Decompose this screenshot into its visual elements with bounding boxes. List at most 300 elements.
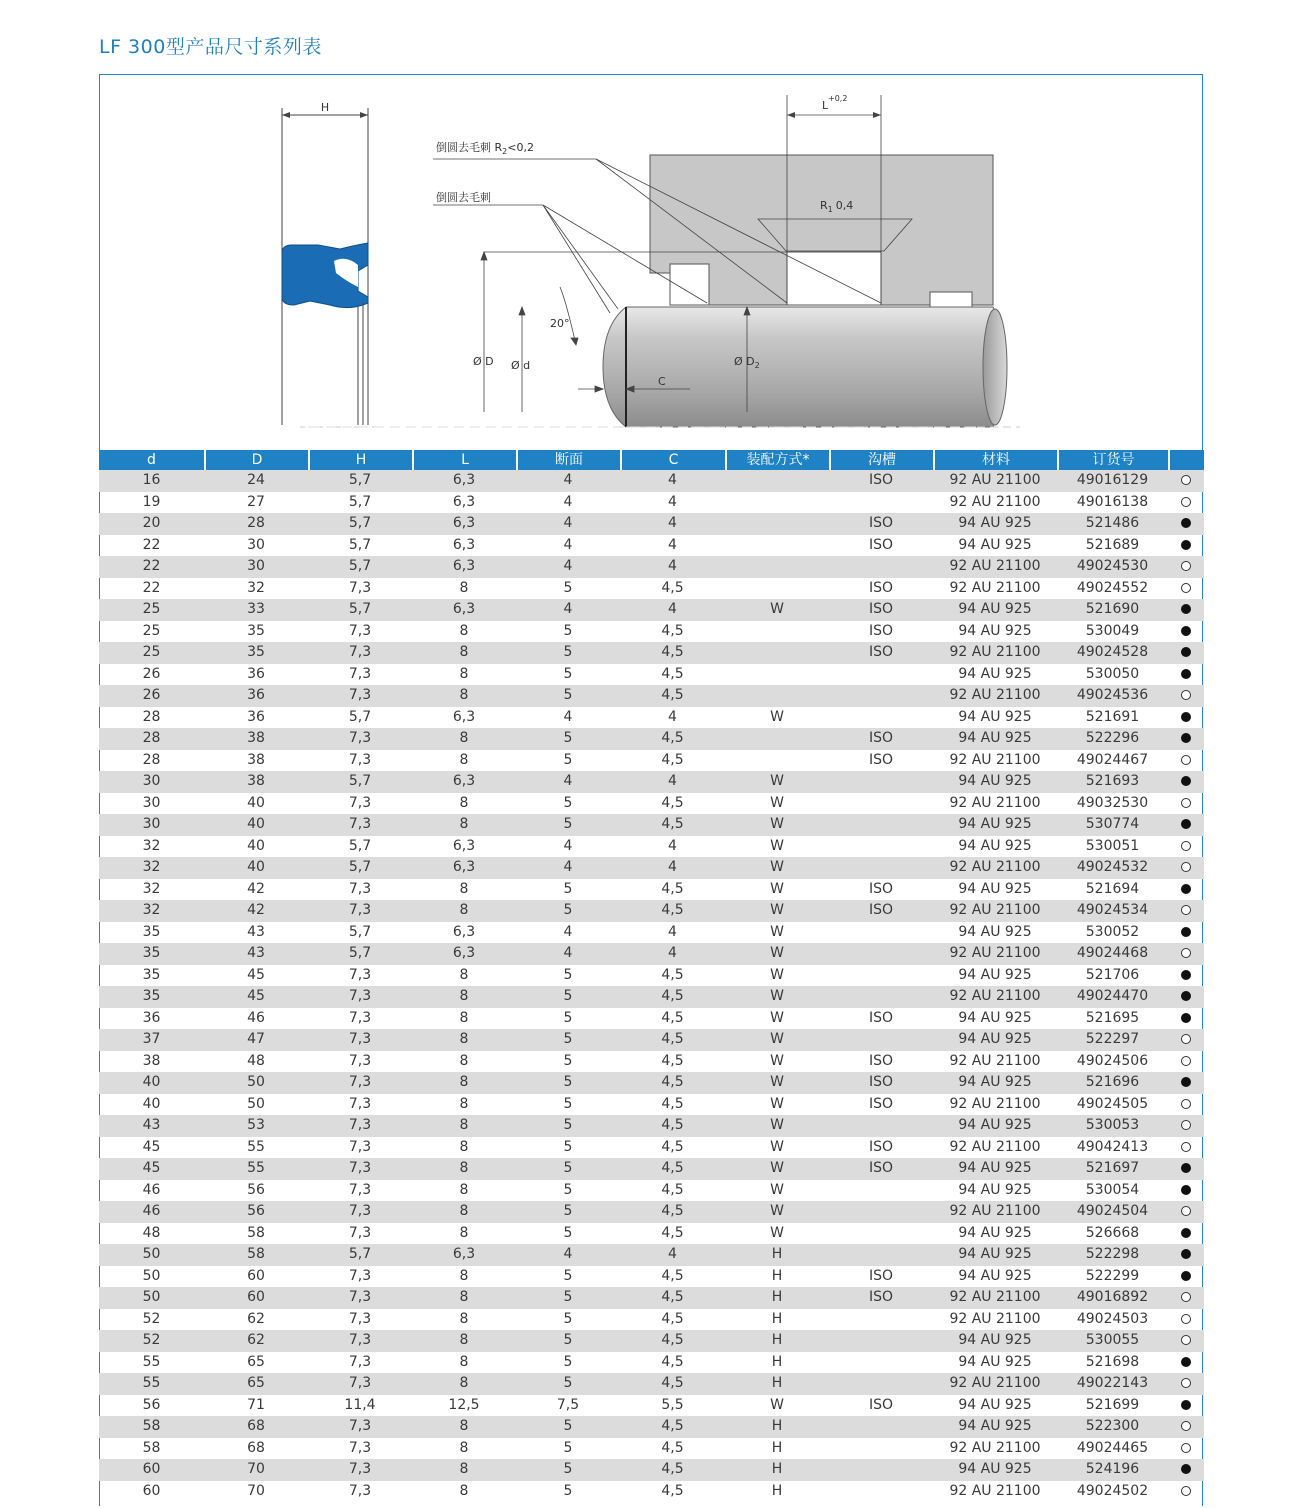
col-assembly-cell: W bbox=[770, 945, 784, 961]
availability-indicator bbox=[1168, 1330, 1204, 1352]
col-material-cell: 94 AU 925 bbox=[958, 1461, 1032, 1477]
col-material-cell: 94 AU 925 bbox=[958, 1224, 1032, 1241]
col-D-cell: 43 bbox=[247, 945, 265, 961]
col-assembly-cell bbox=[725, 750, 829, 772]
col-D-cell: 65 bbox=[247, 1375, 265, 1391]
col-section-cell: 5 bbox=[563, 622, 573, 639]
col-H-cell: 7,3 bbox=[348, 1439, 372, 1456]
col-order-no-cell: 521697 bbox=[1085, 1160, 1140, 1176]
chamfer-label: 倒圆去毛刺 bbox=[436, 191, 491, 204]
col-material-cell: 94 AU 925 bbox=[958, 730, 1032, 746]
col-C-cell: 4,5 bbox=[661, 988, 684, 1004]
filled-circle-icon bbox=[1181, 1185, 1191, 1195]
col-d-cell: 22 bbox=[142, 558, 161, 574]
col-order-no-cell: 49024468 bbox=[1076, 945, 1149, 961]
col-d-cell: 50 bbox=[142, 1267, 161, 1284]
header-col-d: d bbox=[147, 452, 156, 468]
col-H-cell: 7,3 bbox=[348, 1267, 372, 1284]
col-d-cell: 58 bbox=[142, 1439, 161, 1456]
availability-indicator bbox=[1168, 1373, 1204, 1395]
filled-circle-icon bbox=[1181, 712, 1191, 722]
col-section-cell: 5 bbox=[563, 730, 573, 746]
col-material-cell: 94 AU 925 bbox=[958, 1418, 1032, 1434]
col-D-cell: 58 bbox=[247, 1224, 265, 1241]
col-section-cell: 5 bbox=[563, 687, 573, 703]
svg-text:R10,4: $R_1$ 0,4 bbox=[820, 199, 854, 214]
col-L-cell: 6,3 bbox=[452, 1246, 476, 1262]
col-d-cell: 40 bbox=[142, 1095, 161, 1112]
col-assembly-cell bbox=[725, 556, 829, 578]
col-assembly-cell: H bbox=[771, 1482, 783, 1499]
col-C-cell: 4,5 bbox=[661, 622, 684, 639]
open-circle-icon bbox=[1181, 798, 1191, 808]
table-row bbox=[99, 750, 1204, 772]
availability-indicator bbox=[1168, 1201, 1204, 1223]
col-D-cell: 62 bbox=[247, 1332, 265, 1348]
col-assembly-cell: H bbox=[771, 1375, 783, 1391]
availability-indicator bbox=[1168, 1158, 1204, 1180]
col-C-cell: 4 bbox=[668, 558, 677, 574]
table-row bbox=[99, 621, 1204, 643]
col-material-cell: 92 AU 21100 bbox=[949, 945, 1041, 961]
col-order-no-cell: 49024502 bbox=[1076, 1482, 1149, 1499]
col-order-no-cell: 49024506 bbox=[1076, 1052, 1149, 1069]
page-title: LF 300型产品尺寸系列表 bbox=[99, 36, 322, 58]
dim-l-label: L bbox=[822, 99, 829, 112]
col-material-cell: 92 AU 21100 bbox=[949, 1138, 1041, 1155]
col-material-cell: 92 AU 21100 bbox=[949, 859, 1041, 875]
col-d-cell: 30 bbox=[142, 794, 161, 811]
table-row bbox=[99, 685, 1204, 707]
col-C-cell: 4,5 bbox=[661, 966, 684, 983]
col-H-cell: 7,3 bbox=[348, 902, 372, 918]
availability-indicator bbox=[1168, 1459, 1204, 1481]
col-L-cell: 8 bbox=[459, 794, 469, 811]
col-H-cell: 7,3 bbox=[348, 579, 372, 596]
col-section-cell: 5 bbox=[563, 1138, 573, 1155]
col-assembly-cell: W bbox=[770, 601, 784, 617]
col-C-cell: 4,5 bbox=[661, 1203, 684, 1219]
col-section-cell: 4 bbox=[563, 859, 573, 875]
col-section-cell: 5 bbox=[563, 1117, 573, 1133]
table-row bbox=[99, 1029, 1204, 1051]
col-groove-cell bbox=[829, 1481, 933, 1503]
col-d-cell: 40 bbox=[142, 1074, 161, 1090]
col-H-cell: 5,7 bbox=[348, 1246, 372, 1262]
col-assembly-cell: H bbox=[771, 1310, 783, 1327]
col-L-cell: 8 bbox=[459, 880, 469, 897]
col-C-cell: 4 bbox=[668, 708, 677, 725]
col-d-cell: 48 bbox=[142, 1224, 161, 1241]
open-circle-icon bbox=[1181, 1314, 1191, 1324]
availability-indicator bbox=[1168, 986, 1204, 1008]
col-material-cell: 94 AU 925 bbox=[958, 1160, 1032, 1176]
open-circle-icon bbox=[1181, 1034, 1191, 1044]
col-d-cell: 45 bbox=[142, 1160, 161, 1176]
col-d-cell: 22 bbox=[142, 536, 161, 553]
table-row bbox=[99, 1137, 1204, 1159]
col-groove-cell bbox=[829, 986, 933, 1008]
col-H-cell: 7,3 bbox=[348, 816, 372, 832]
col-d-cell: 50 bbox=[142, 1246, 161, 1262]
col-section-cell: 5 bbox=[563, 751, 573, 768]
filled-circle-icon bbox=[1181, 540, 1191, 550]
availability-indicator bbox=[1168, 470, 1204, 492]
col-section-cell: 4 bbox=[563, 837, 573, 854]
col-order-no-cell: 49032530 bbox=[1076, 794, 1149, 811]
col-L-cell: 8 bbox=[459, 1289, 469, 1305]
availability-indicator bbox=[1168, 707, 1204, 729]
col-d-cell: 60 bbox=[142, 1461, 161, 1477]
col-groove-cell bbox=[829, 685, 933, 707]
col-assembly-cell: H bbox=[771, 1353, 783, 1370]
col-D-cell: 50 bbox=[247, 1074, 265, 1090]
table-row bbox=[99, 1051, 1204, 1073]
open-circle-icon bbox=[1181, 1056, 1191, 1066]
col-C-cell: 4,5 bbox=[661, 687, 684, 703]
open-circle-icon bbox=[1181, 475, 1191, 485]
col-assembly-cell: W bbox=[770, 1181, 784, 1198]
col-L-cell: 8 bbox=[459, 1461, 469, 1477]
col-material-cell: 92 AU 21100 bbox=[949, 579, 1041, 596]
header-col-groove: 沟槽 bbox=[829, 450, 933, 470]
col-D-cell: 53 bbox=[247, 1117, 265, 1133]
availability-indicator bbox=[1168, 1223, 1204, 1245]
col-L-cell: 6,3 bbox=[452, 601, 476, 617]
col-section-cell: 5 bbox=[563, 1031, 573, 1047]
col-D-cell: 38 bbox=[247, 773, 265, 789]
col-C-cell: 4,5 bbox=[661, 902, 684, 918]
col-material-cell: 94 AU 925 bbox=[958, 1074, 1032, 1090]
col-groove-cell: ISO bbox=[868, 536, 894, 553]
col-groove-cell: ISO bbox=[868, 1267, 894, 1284]
availability-indicator bbox=[1168, 513, 1204, 535]
col-C-cell: 4,5 bbox=[661, 1181, 684, 1198]
col-L-cell: 8 bbox=[459, 687, 469, 703]
col-order-no-cell: 49024534 bbox=[1076, 902, 1149, 918]
col-assembly-cell: W bbox=[770, 1117, 784, 1133]
col-assembly-cell: W bbox=[770, 794, 784, 811]
filled-circle-icon bbox=[1181, 604, 1191, 614]
col-H-cell: 7,3 bbox=[348, 1289, 372, 1305]
col-order-no-cell: 49024470 bbox=[1076, 988, 1149, 1004]
header-col-material: 材料 bbox=[933, 450, 1057, 470]
col-H-cell: 5,7 bbox=[348, 945, 372, 961]
col-material-cell: 92 AU 21100 bbox=[949, 1310, 1041, 1327]
col-assembly-cell bbox=[725, 728, 829, 750]
col-material-cell: 92 AU 21100 bbox=[949, 558, 1041, 574]
table-row bbox=[99, 1309, 1204, 1331]
open-circle-icon bbox=[1181, 755, 1191, 765]
table-row bbox=[99, 556, 1204, 578]
col-assembly-cell bbox=[725, 621, 829, 643]
open-circle-icon bbox=[1181, 1142, 1191, 1152]
col-groove-cell: ISO bbox=[868, 1095, 894, 1112]
col-d-cell: 32 bbox=[142, 880, 161, 897]
col-groove-cell bbox=[829, 793, 933, 815]
col-H-cell: 7,3 bbox=[348, 1074, 372, 1090]
col-d-cell: 30 bbox=[142, 816, 161, 832]
col-groove-cell: ISO bbox=[868, 880, 894, 897]
col-D-cell: 65 bbox=[247, 1353, 265, 1370]
col-order-no-cell: 522296 bbox=[1085, 730, 1140, 746]
col-groove-cell bbox=[829, 1352, 933, 1374]
table-row bbox=[99, 1395, 1204, 1417]
col-L-cell: 8 bbox=[459, 816, 469, 832]
table-row bbox=[99, 814, 1204, 836]
col-material-cell: 94 AU 925 bbox=[958, 1353, 1032, 1370]
col-section-cell: 5 bbox=[563, 988, 573, 1004]
availability-indicator bbox=[1168, 857, 1204, 879]
col-section-cell: 7,5 bbox=[556, 1396, 580, 1413]
col-order-no-cell: 49024467 bbox=[1076, 751, 1149, 768]
filled-circle-icon bbox=[1181, 1357, 1191, 1367]
col-order-no-cell: 522297 bbox=[1085, 1031, 1140, 1047]
col-section-cell: 5 bbox=[563, 665, 573, 682]
col-D-cell: 48 bbox=[247, 1052, 265, 1069]
col-assembly-cell: H bbox=[771, 1461, 783, 1477]
col-order-no-cell: 521486 bbox=[1085, 515, 1140, 531]
col-material-cell: 94 AU 925 bbox=[958, 773, 1032, 789]
col-L-cell: 8 bbox=[459, 1332, 469, 1348]
availability-indicator bbox=[1168, 814, 1204, 836]
col-D-cell: 71 bbox=[247, 1396, 265, 1413]
col-d-cell: 35 bbox=[142, 923, 161, 940]
col-assembly-cell: W bbox=[770, 816, 784, 832]
col-D-cell: 68 bbox=[247, 1418, 265, 1434]
col-material-cell: 94 AU 925 bbox=[958, 966, 1032, 983]
col-d-cell: 45 bbox=[142, 1138, 161, 1155]
col-L-cell: 8 bbox=[459, 1267, 469, 1284]
col-L-cell: 12,5 bbox=[448, 1396, 480, 1413]
col-groove-cell bbox=[829, 814, 933, 836]
col-assembly-cell bbox=[725, 685, 829, 707]
col-d-cell: 28 bbox=[142, 751, 161, 768]
availability-indicator bbox=[1168, 1416, 1204, 1438]
col-section-cell: 4 bbox=[563, 493, 573, 510]
availability-indicator bbox=[1168, 621, 1204, 643]
col-H-cell: 7,3 bbox=[348, 1224, 372, 1241]
col-H-cell: 5,7 bbox=[348, 558, 372, 574]
col-order-no-cell: 522298 bbox=[1085, 1246, 1140, 1262]
table-row bbox=[99, 728, 1204, 750]
col-section-cell: 4 bbox=[563, 536, 573, 553]
col-D-cell: 55 bbox=[247, 1138, 265, 1155]
dim-d-label: Ø d bbox=[511, 359, 531, 372]
col-L-cell: 8 bbox=[459, 1009, 469, 1026]
col-d-cell: 46 bbox=[142, 1181, 161, 1198]
open-circle-icon bbox=[1181, 862, 1191, 872]
col-D-cell: 56 bbox=[247, 1181, 265, 1198]
col-groove-cell bbox=[829, 1373, 933, 1395]
header-col-H: H bbox=[308, 450, 412, 470]
col-order-no-cell: 49024530 bbox=[1076, 558, 1149, 574]
col-D-cell: 30 bbox=[247, 558, 265, 574]
col-D-cell: 42 bbox=[247, 880, 265, 897]
table-row bbox=[99, 1287, 1204, 1309]
col-H-cell: 7,3 bbox=[348, 1375, 372, 1391]
col-L-cell: 8 bbox=[459, 579, 469, 596]
col-L-cell: 8 bbox=[459, 1074, 469, 1090]
col-L-cell: 8 bbox=[459, 966, 469, 983]
col-groove-cell bbox=[829, 1330, 933, 1352]
col-d-cell: 55 bbox=[142, 1375, 161, 1391]
col-material-cell: 94 AU 925 bbox=[958, 1181, 1032, 1198]
col-groove-cell: ISO bbox=[868, 1289, 894, 1305]
col-d-cell: 28 bbox=[142, 708, 161, 725]
housing bbox=[650, 155, 993, 307]
filled-circle-icon bbox=[1181, 647, 1191, 657]
seal-installation-diagram bbox=[100, 75, 1202, 450]
dim-angle bbox=[560, 287, 578, 345]
col-section-cell: 4 bbox=[563, 472, 573, 488]
col-C-cell: 4,5 bbox=[661, 644, 684, 660]
availability-indicator bbox=[1168, 1115, 1204, 1137]
col-d-cell: 52 bbox=[142, 1310, 161, 1327]
col-order-no-cell: 49024503 bbox=[1076, 1310, 1149, 1327]
col-assembly-cell: W bbox=[770, 880, 784, 897]
col-D-cell: 55 bbox=[247, 1160, 265, 1176]
col-C-cell: 4,5 bbox=[661, 1289, 684, 1305]
open-circle-icon bbox=[1181, 1120, 1191, 1130]
col-section-cell: 5 bbox=[563, 1052, 573, 1069]
filled-circle-icon bbox=[1181, 884, 1191, 894]
availability-indicator bbox=[1168, 922, 1204, 944]
col-C-cell: 4,5 bbox=[661, 1009, 684, 1026]
availability-indicator bbox=[1168, 900, 1204, 922]
col-section-cell: 5 bbox=[563, 1418, 573, 1434]
col-groove-cell bbox=[829, 1459, 933, 1481]
col-material-cell: 94 AU 925 bbox=[958, 515, 1032, 531]
availability-indicator bbox=[1168, 793, 1204, 815]
col-d-cell: 26 bbox=[142, 665, 161, 682]
col-material-cell: 94 AU 925 bbox=[958, 1267, 1032, 1284]
availability-indicator bbox=[1168, 879, 1204, 901]
filled-circle-icon bbox=[1181, 819, 1191, 829]
col-material-cell: 94 AU 925 bbox=[958, 622, 1032, 639]
col-C-cell: 4,5 bbox=[661, 1095, 684, 1112]
col-groove-cell: ISO bbox=[868, 601, 894, 617]
col-section-cell: 5 bbox=[563, 1482, 573, 1499]
col-groove-cell bbox=[829, 1029, 933, 1051]
col-order-no-cell: 521689 bbox=[1085, 536, 1140, 553]
seal-profile bbox=[282, 101, 380, 427]
col-C-cell: 4,5 bbox=[661, 1117, 684, 1133]
col-C-cell: 4 bbox=[668, 515, 677, 531]
col-order-no-cell: 530052 bbox=[1085, 923, 1140, 940]
open-circle-icon bbox=[1181, 948, 1191, 958]
dim-D-label: Ø D bbox=[473, 355, 494, 368]
col-material-cell: 92 AU 21100 bbox=[949, 1482, 1041, 1499]
col-D-cell: 33 bbox=[247, 601, 265, 617]
col-groove-cell: ISO bbox=[868, 902, 894, 918]
table-row bbox=[99, 986, 1204, 1008]
col-assembly-cell bbox=[725, 578, 829, 600]
col-assembly-cell: W bbox=[770, 708, 784, 725]
header-col-order-no: 订货号 bbox=[1057, 450, 1168, 470]
col-H-cell: 5,7 bbox=[348, 837, 372, 854]
col-assembly-cell: W bbox=[770, 1009, 784, 1026]
col-D-cell: 35 bbox=[247, 644, 265, 660]
col-C-cell: 4,5 bbox=[661, 1353, 684, 1370]
availability-indicator bbox=[1168, 535, 1204, 557]
col-L-cell: 6,3 bbox=[452, 859, 476, 875]
open-circle-icon bbox=[1181, 583, 1191, 593]
col-D-cell: 70 bbox=[247, 1461, 265, 1477]
availability-indicator bbox=[1168, 1094, 1204, 1116]
header-col-assembly: 装配方式* bbox=[725, 450, 829, 470]
filled-circle-icon bbox=[1181, 1163, 1191, 1173]
col-d-cell: 28 bbox=[142, 730, 161, 746]
col-D-cell: 62 bbox=[247, 1310, 265, 1327]
col-section-cell: 5 bbox=[563, 1074, 573, 1090]
col-assembly-cell: W bbox=[770, 1160, 784, 1176]
col-section-cell: 5 bbox=[563, 1203, 573, 1219]
table-row bbox=[99, 535, 1204, 557]
col-material-cell: 92 AU 21100 bbox=[949, 1095, 1041, 1112]
col-L-cell: 6,3 bbox=[452, 945, 476, 961]
col-groove-cell bbox=[829, 1416, 933, 1438]
col-material-cell: 94 AU 925 bbox=[958, 923, 1032, 940]
col-d-cell: 26 bbox=[142, 687, 161, 703]
col-H-cell: 5,7 bbox=[348, 536, 372, 553]
col-C-cell: 4,5 bbox=[661, 1439, 684, 1456]
col-H-cell: 5,7 bbox=[348, 708, 372, 725]
header-col-D: D bbox=[204, 450, 308, 470]
col-H-cell: 7,3 bbox=[348, 1203, 372, 1219]
col-assembly-cell: W bbox=[770, 1095, 784, 1112]
open-circle-icon bbox=[1181, 1099, 1191, 1109]
availability-indicator bbox=[1168, 1008, 1204, 1030]
filled-circle-icon bbox=[1181, 1077, 1191, 1087]
table-row bbox=[99, 1072, 1204, 1094]
col-L-cell: 8 bbox=[459, 730, 469, 746]
availability-indicator bbox=[1168, 642, 1204, 664]
col-d-cell: 37 bbox=[142, 1031, 161, 1047]
table-row bbox=[99, 1244, 1204, 1266]
col-groove-cell bbox=[829, 1223, 933, 1245]
table-row bbox=[99, 793, 1204, 815]
col-section-cell: 4 bbox=[563, 708, 573, 725]
col-D-cell: 60 bbox=[247, 1289, 265, 1305]
table-row bbox=[99, 1115, 1204, 1137]
col-material-cell: 92 AU 21100 bbox=[949, 1052, 1041, 1069]
col-H-cell: 7,3 bbox=[348, 1461, 372, 1477]
col-order-no-cell: 49016892 bbox=[1076, 1289, 1149, 1305]
col-assembly-cell bbox=[725, 642, 829, 664]
col-groove-cell bbox=[829, 771, 933, 793]
col-C-cell: 4,5 bbox=[661, 730, 684, 746]
col-L-cell: 6,3 bbox=[452, 837, 476, 854]
col-d-cell: 56 bbox=[142, 1396, 161, 1413]
col-d-cell: 16 bbox=[142, 472, 161, 488]
col-assembly-cell: H bbox=[771, 1289, 783, 1305]
col-assembly-cell: W bbox=[770, 773, 784, 789]
availability-indicator bbox=[1168, 1029, 1204, 1051]
col-L-cell: 8 bbox=[459, 1117, 469, 1133]
filled-circle-icon bbox=[1181, 1228, 1191, 1238]
col-material-cell: 94 AU 925 bbox=[958, 837, 1032, 854]
col-D-cell: 40 bbox=[247, 837, 265, 854]
col-section-cell: 4 bbox=[563, 1246, 573, 1262]
table-row bbox=[99, 879, 1204, 901]
availability-indicator bbox=[1168, 1266, 1204, 1288]
col-H-cell: 7,3 bbox=[348, 665, 372, 682]
col-D-cell: 60 bbox=[247, 1267, 265, 1284]
table-row bbox=[99, 664, 1204, 686]
col-H-cell: 5,7 bbox=[348, 493, 372, 510]
col-D-cell: 38 bbox=[247, 730, 265, 746]
